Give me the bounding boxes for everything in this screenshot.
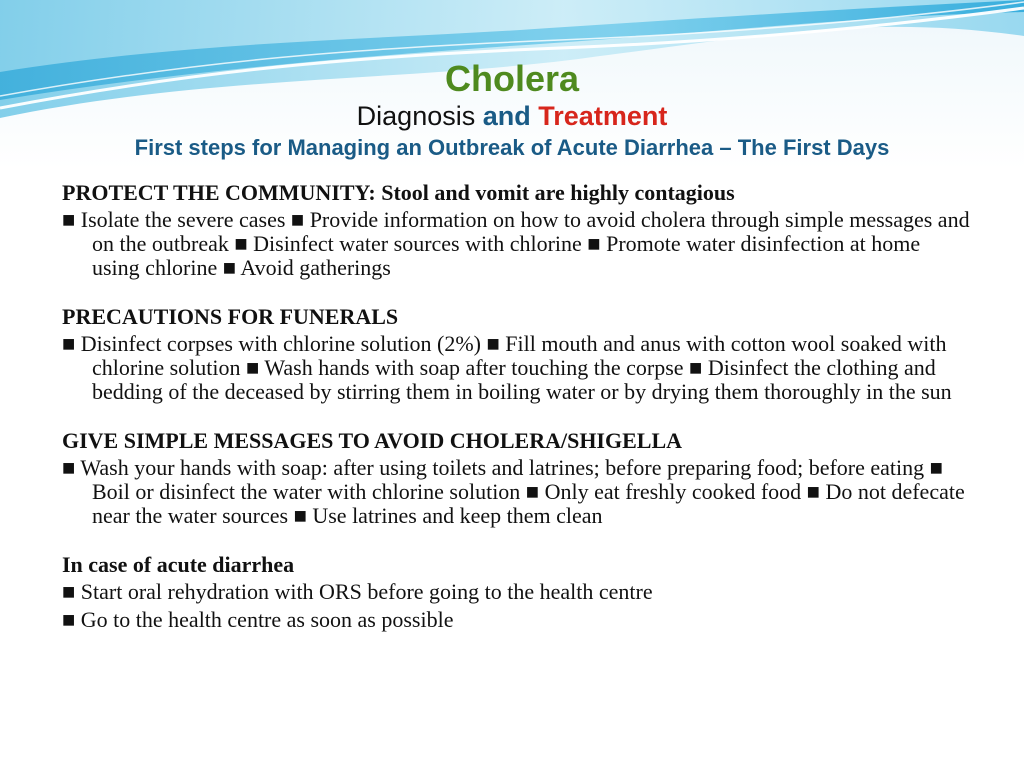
subtitle-diagnosis: Diagnosis [356,101,476,131]
section-paragraph: ■ Isolate the severe cases ■ Provide information on how to avoid cholera through simple messages and on the outbreak ■ Disinfect water sources with chlorine ■ Promote water disinfection at home using chlorine ■ Avoid gatherings [62,207,970,280]
section-funerals [62,302,972,404]
slide-heading: First steps for Managing an Outbreak of Acute Diarrhea – The First Days [134,135,890,160]
section-paragraph: ■ Wash your hands with soap: after using toilets and latrines; before preparing food; before eating ■ Boil or disinfect the water with chlorine solution ■ Only eat freshly cooked food ■ Do not defecate near the water sources ■ Use latrines and keep them clean [62,455,965,528]
section-paragraph: ■ Start oral rehydration with ORS before going to the health centre [62,579,653,604]
section-paragraph: ■ Disinfect corpses with chlorine solution (2%) ■ Fill mouth and anus with cotton wool soaked with chlorine solution ■ Wash hands with soap after touching the corpse ■ Disinfect the clothing and bedding of the deceased by stirring them in boiling water or by drying them thoroughly in the sun [62,331,952,404]
slide-subtitle [0,100,1024,132]
section-title: PRECAUTIONS FOR FUNERALS [62,304,399,329]
subtitle-treatment: Treatment [538,101,668,131]
section-title: GIVE SIMPLE MESSAGES TO AVOID CHOLERA/SHIGELLA [62,428,683,453]
subtitle-and: and [482,101,531,131]
section-messages [62,426,972,528]
content-area [62,178,972,636]
section-acute-diarrhea [62,550,972,632]
section-protect-community [62,178,972,280]
section-title: In case of acute diarrhea [62,552,295,577]
section-paragraph: ■ Go to the health centre as soon as possible [62,607,454,632]
title-block [0,58,1024,162]
section-title: PROTECT THE COMMUNITY: Stool and vomit are highly contagious [62,180,735,205]
slide-title: Cholera [444,58,580,99]
